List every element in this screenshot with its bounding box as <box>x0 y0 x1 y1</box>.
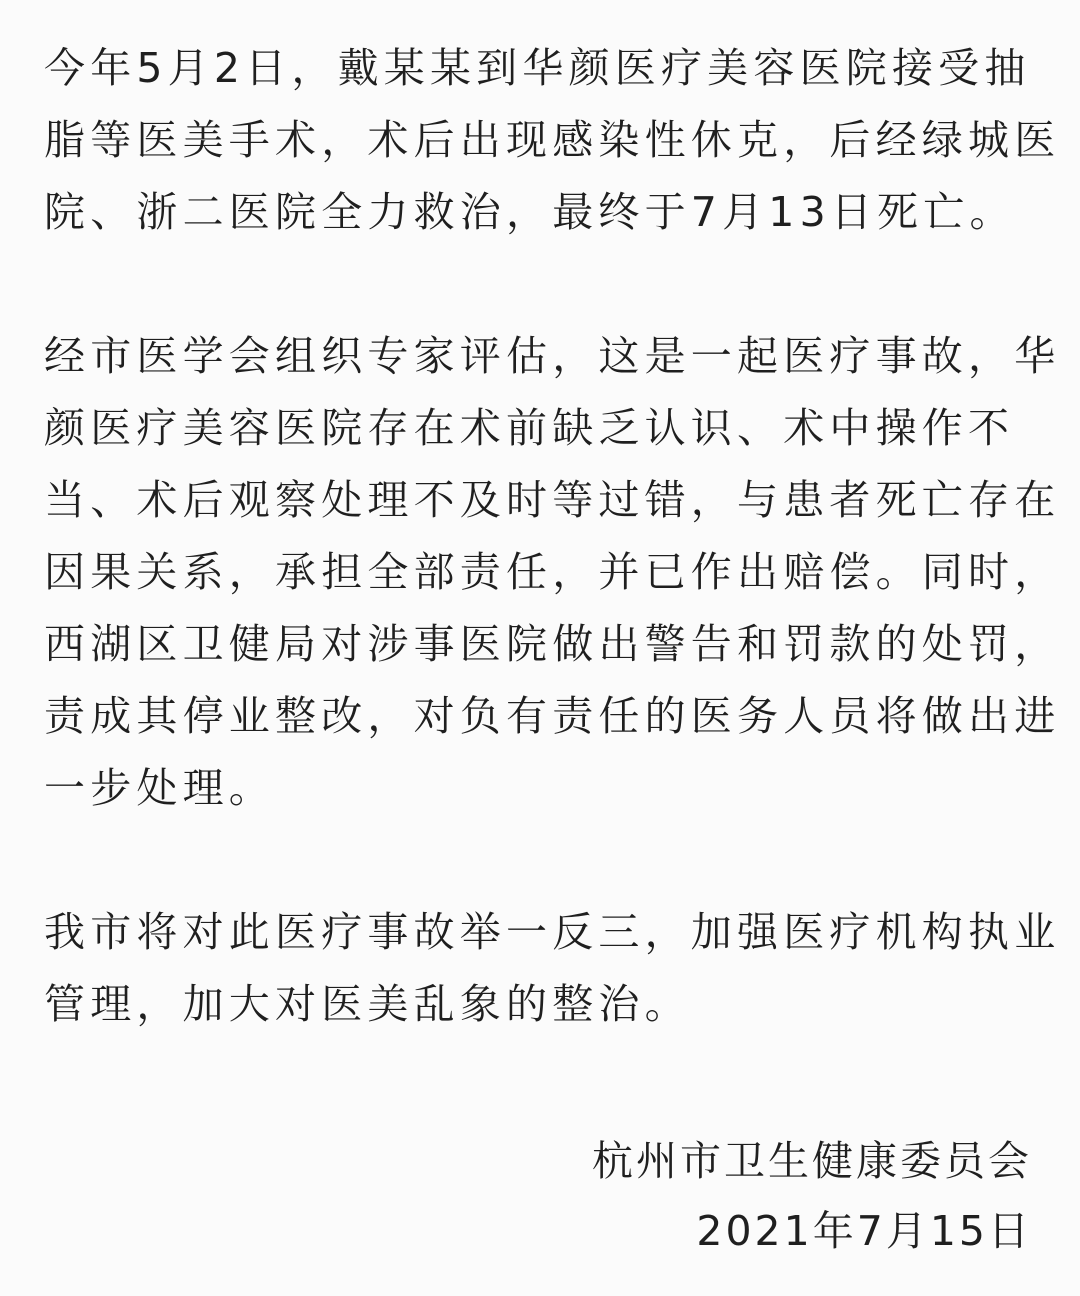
text-line: 颜医疗美容医院存在术前缺乏认识、术中操作不 <box>44 404 1015 452</box>
text-line: 脂等医美手术，术后出现感染性休克，后经绿城医 <box>44 116 1061 164</box>
text-line: 责成其停业整改，对负有责任的医务人员将做出进 <box>44 692 1061 740</box>
text-line: 经市医学会组织专家评估，这是一起医疗事故，华 <box>44 332 1061 380</box>
text-line: 西湖区卫健局对涉事医院做出警告和罚款的处罚， <box>44 620 1061 668</box>
text-line: 今年5月2日，戴某某到华颜医疗美容医院接受抽 <box>44 44 1031 92</box>
signature-block <box>592 1126 1032 1266</box>
paragraph-1 <box>44 32 1061 248</box>
text-line: 我市将对此医疗事故举一反三，加强医疗机构执业 <box>44 908 1061 956</box>
paragraph-2 <box>44 320 1061 824</box>
issue-date: 2021年7月15日 <box>696 1207 1032 1255</box>
text-line: 因果关系，承担全部责任，并已作出赔偿。同时， <box>44 548 1061 596</box>
text-line: 一步处理。 <box>44 764 275 812</box>
paragraph-3 <box>44 896 1061 1040</box>
text-line: 当、术后观察处理不及时等过错，与患者死亡存在 <box>44 476 1061 524</box>
issuer-name: 杭州市卫生健康委员会 <box>592 1137 1032 1185</box>
text-line: 管理，加大对医美乱象的整治。 <box>44 980 691 1028</box>
text-line: 院、浙二医院全力救治，最终于7月13日死亡。 <box>44 188 1016 236</box>
